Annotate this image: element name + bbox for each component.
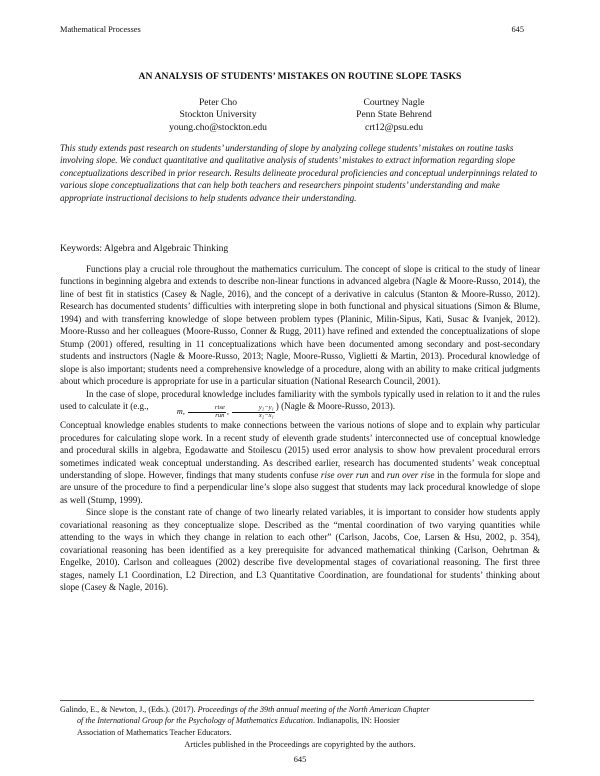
abstract: This study extends past research on students’ understanding of slope by analyzing college students’ mistakes on routine tasks involving slope. We conduct quantitative and qualitative analysis of students’ mistakes to extract information regarding slope conceptualizations described in prior research. Results delineate procedural proficiencies and conceptual underpinnings related to various slope conceptualizations that can help both teachers and researchers pinpoint students’ understanding and make appropriate instructional decisions to help students advance their understanding. (60, 143, 538, 203)
footnote-citation (60, 704, 540, 738)
paragraph-2-end: in the formula for slope and are unsure of the procedure to find a perpendicular line’s slope also suggest that students may lack procedural knowledge of slope as well (Stump, 1999). (60, 470, 541, 505)
rise-over-run-fraction (188, 405, 226, 419)
page-number: 645 (293, 755, 307, 764)
paragraph-2 (60, 388, 540, 420)
footnote-divider (60, 700, 534, 701)
fraction-numerator: y₂−y₁ (232, 405, 275, 413)
body-text (60, 263, 540, 594)
footnote-line-3: Association of Mathematics Teacher Educators. (77, 727, 232, 737)
paper-title: AN ANALYSIS OF STUDENTS’ MISTAKES ON ROUTINE SLOPE TASKS (138, 71, 462, 82)
difference-quotient-fraction (232, 405, 275, 419)
author-name: Peter Cho (198, 97, 238, 108)
author-block-1 (118, 97, 318, 134)
paragraph-1: Functions play a crucial role throughout the mathematics curriculum. The concept of slope is critical to the study of linear functions in beginning algebra and extends to describe non-linear functions in advanced algebra (Nagle & Moore-Russo, 2014), the line of best fit in statistics (Casey & Nagle, 2016), and the concept of a derivative in calculus (Stanton & Moore-Russo, 2012). Research has documented students’ difficulties with interpreting slope in both functional and physical situations (Simon & Blume, 1994) and with transferring knowledge of slope between problem types (Planinic, Milin-Sipus, Kati, Susac & Ivanjek, 2012). Moore-Russo and her colleagues (Moore-Russo, Conner & Rugg, 2011) have refined and extended the conceptualizations of slope Stump (2001) offered, resulting in 11 conceptualizations which have been documented among secondary and post-secondary students and instructors (Nagle & Moore-Russo, 2013; Nagle, Moore-Russo, Viglietti & Martin, 2013). Procedural knowledge of slope is also important; students need a comprehensive knowledge of a procedure, along with an ability to make critical judgments about which procedure is appropriate for use in a particular situation (National Research Council, 2001). (60, 264, 540, 387)
fraction-denominator: run (215, 411, 225, 419)
emphasis-rise-over-run: rise over run (320, 470, 369, 481)
running-head-section: Mathematical Processes (60, 25, 141, 34)
paragraph-2-continued (60, 419, 540, 506)
author-block-2 (294, 97, 494, 134)
running-head (60, 25, 524, 34)
keywords: Keywords: Algebra and Algebraic Thinking (60, 243, 229, 254)
paragraph-2-start: In the case of slope, procedural knowledge includes familiarity with the symbols typically used in relation to it and the rules used to calculate it (e.g., (60, 388, 540, 411)
author-name: Courtney Nagle (363, 97, 425, 108)
footnote-proceedings-title: Proceedings of the 39th annual meeting of the North American Chapter (197, 705, 430, 714)
footnote-editors: Galindo, E., & Newton, J., (Eds.). (2017). (60, 705, 198, 714)
copyright-footer: Articles published in the Proceedings are copyrighted by the authors. (184, 740, 416, 749)
emphasis-run-over-rise: run over rise (386, 470, 435, 481)
paragraph-3: Since slope is the constant rate of change of two linearly related variables, it is important to consider how students apply covariational reasoning as they conceptualize slope. Described as the “mental coordination of two varying quantities while attending to the ways in which they change in relation to each other” (Carlson, Jacobs, Coe, Larsen & Hsu, 2002, p. 354), covariational reasoning has been identified as a key prerequisite for advanced mathematical thinking (Carlson, Oehrtman & Engelke, 2010). Carlson and colleagues (2002) describe five developmental stages of covariational reasoning. The first three stages, namely L1 Coordination, L2 Direction, and L3 Quantitative Coordination, are foundational for students’ thinking about slope (Casey & Nagle, 2016). (60, 507, 540, 593)
author-email: crt12@psu.edu (364, 121, 424, 133)
running-head-page: 645 (511, 25, 524, 34)
fraction-denominator: x₂−x₁ (258, 411, 274, 419)
paragraph-2-and: and (368, 470, 387, 481)
author-affiliation: Penn State Behrend (356, 109, 432, 121)
footnote-proceedings-title-cont: of the International Group for the Psychology of Mathematics Education (77, 716, 313, 726)
formula-separator: , (226, 406, 231, 416)
footnote-publisher: . Indianapolis, IN: Hoosier (312, 716, 400, 726)
footnote-line-2 (60, 715, 540, 726)
author-affiliation: Stockton University (179, 109, 257, 121)
fraction-numerator: rise (188, 405, 226, 413)
author-email: young.cho@stockton.edu (169, 121, 267, 133)
slope-formula (151, 405, 276, 419)
slope-symbol: m, (176, 406, 187, 416)
paragraph-2-text: Conceptual knowledge enables students to make connections between the various notions of slope and to explain why particular procedures for calculating slope work. In a recent study of eleventh grade students’ interconnected use of conceptual knowledge and procedural skills in algebra, Egodawatte and Stoilescu (2015) used error analysis to show how prevalent procedural errors sometimes indicated weak conceptual understanding. As described earlier, research has documented students’ weak conceptual understanding of slope. However, findings that many students confuse (60, 420, 540, 481)
paragraph-2-citation: ) (Nagle & Moore-Russo, 2013). (275, 400, 396, 411)
